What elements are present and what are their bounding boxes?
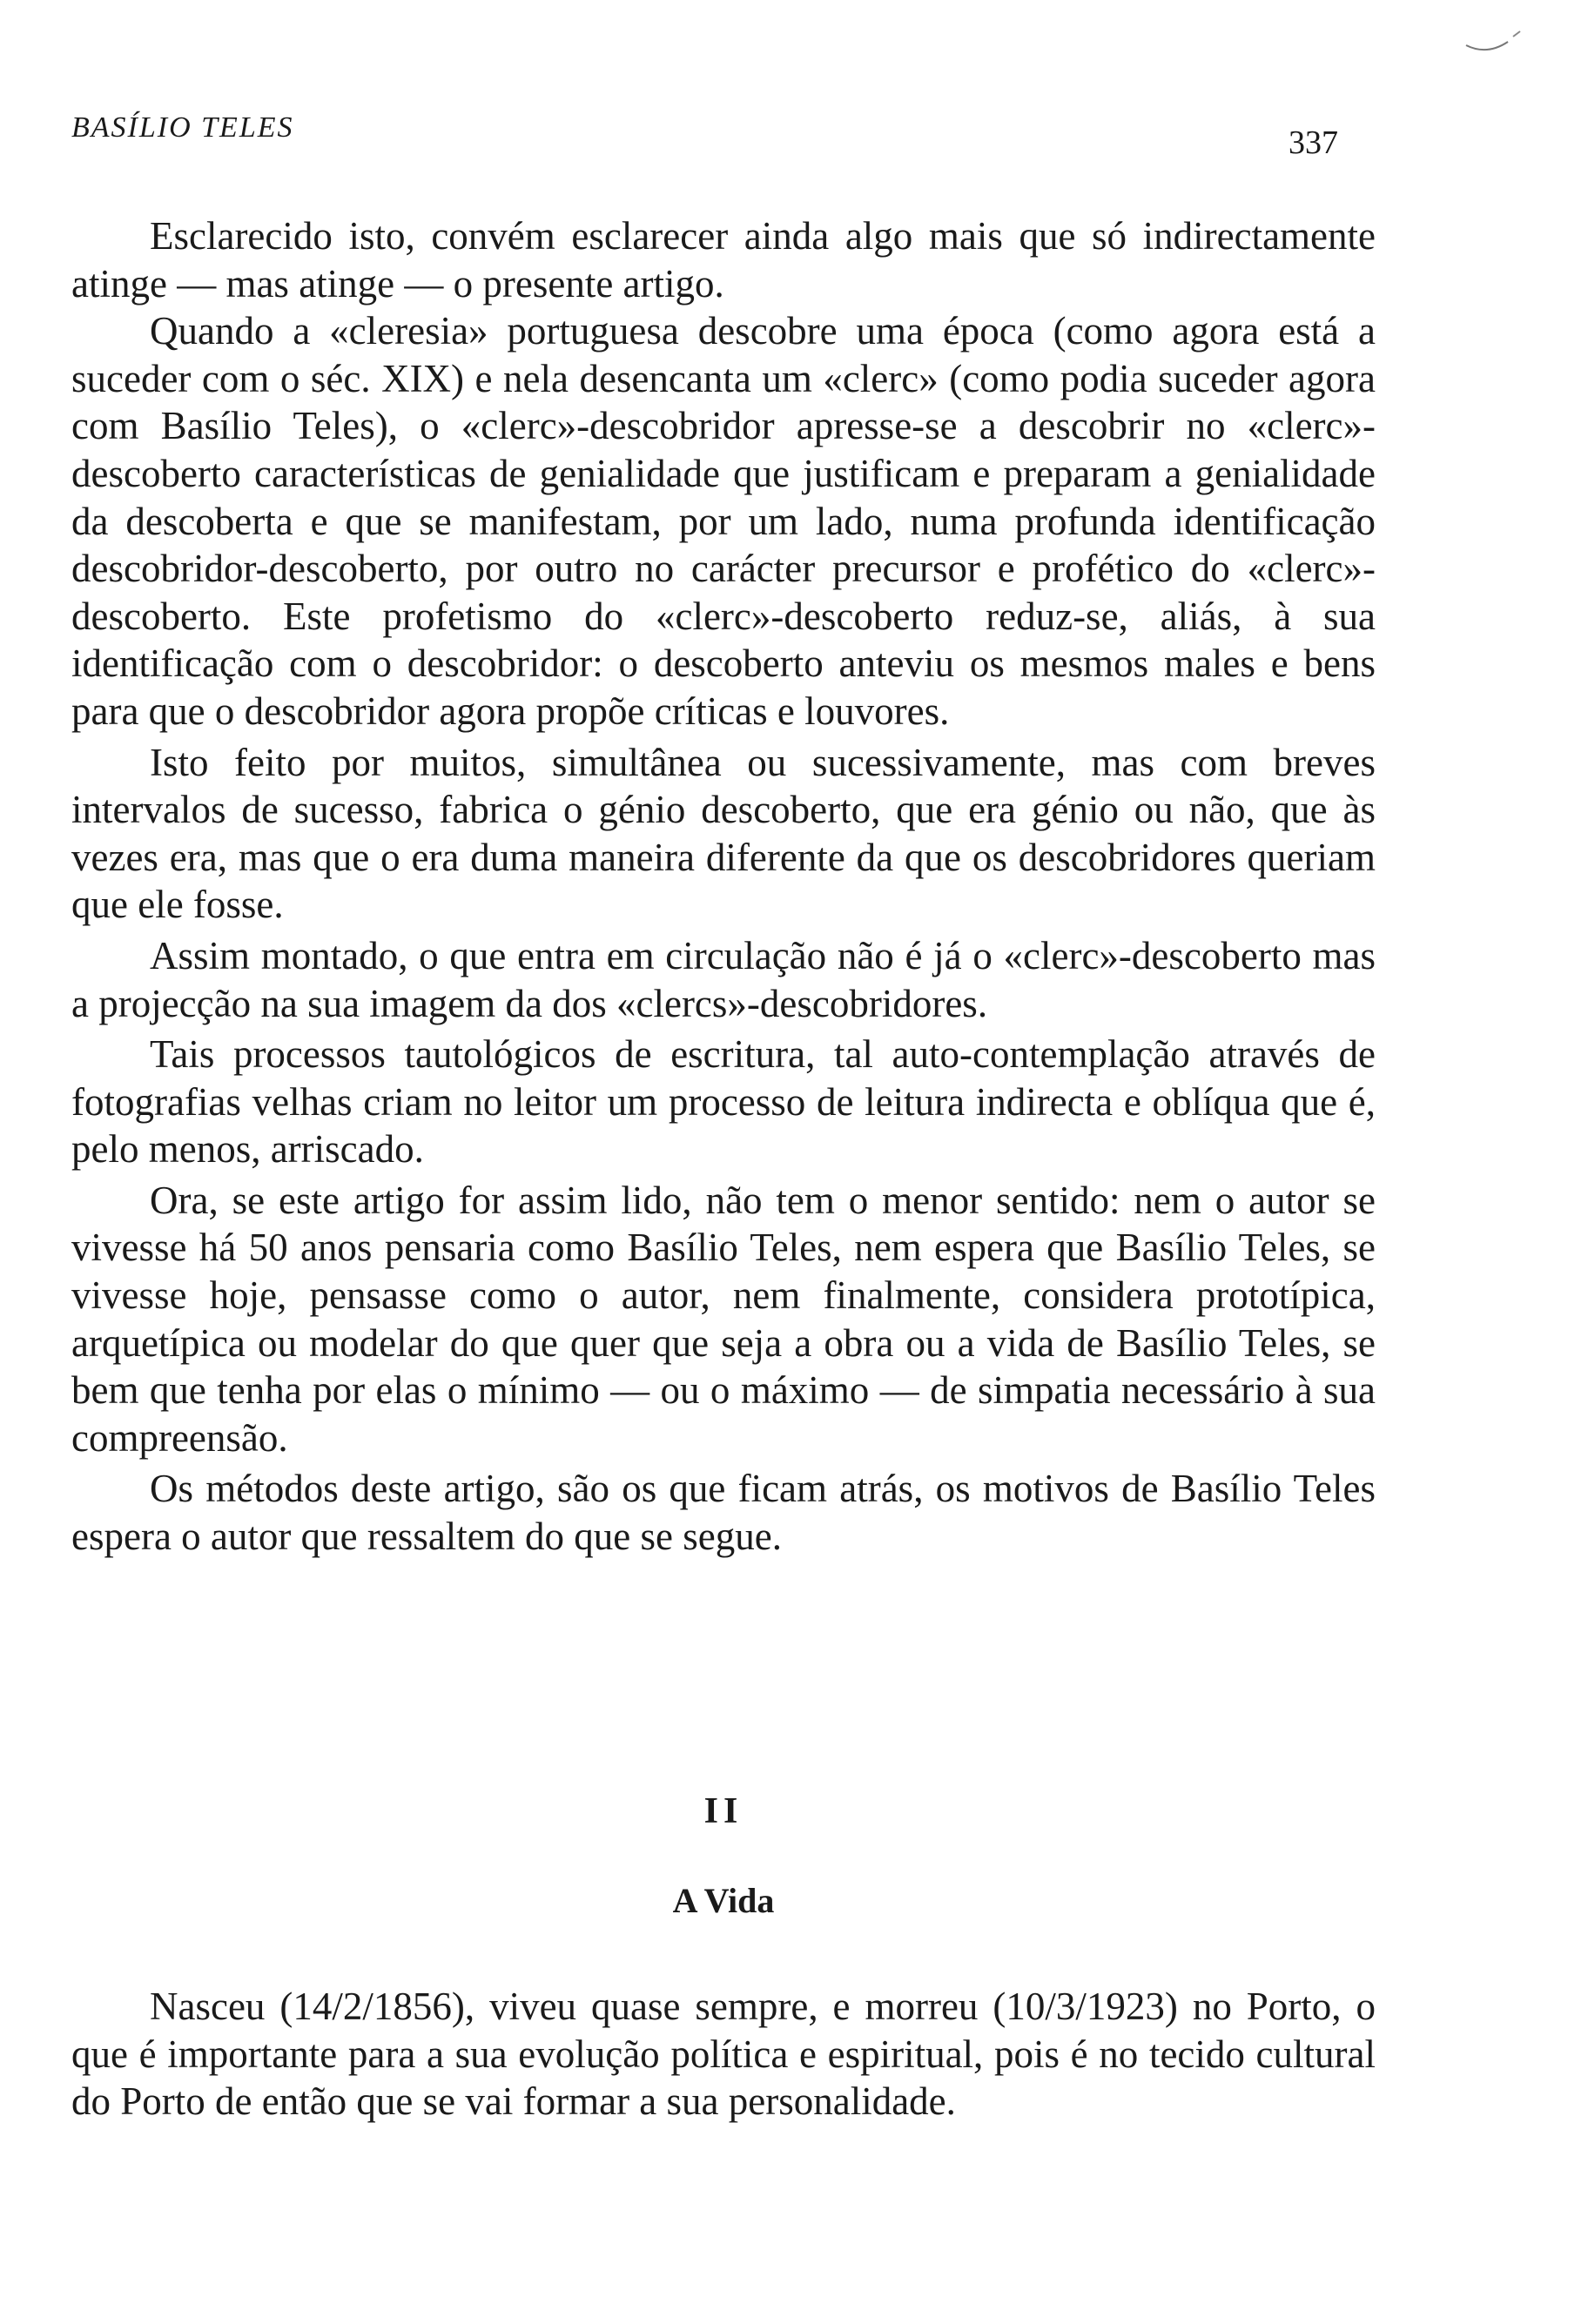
body-text xyxy=(71,212,1376,1561)
paragraph: Quando a «cleresia» portuguesa descobre uma época (como agora está a suceder com o séc. XIX) e nela desencanta um «clerc» (como podia suceder agora com Basílio Teles), o «clerc»-descobridor apresse-se a descobrir no «clerc»-descoberto características de genialidade que justificam e preparam a genialidade da descoberta e que se manifestam, por um lado, numa profunda identificação descobridor-descoberto, por outro no carácter precursor e profético do «clerc»-descoberto. Este profetismo do «clerc»-descoberto reduz-se, aliás, à sua identificação com o descobridor: o descoberto anteviu os mesmos males e bens para que o descobridor agora propõe críticas e louvores. xyxy=(71,309,1376,733)
section-title: A Vida xyxy=(672,1881,775,1920)
paragraph: Ora, se este artigo for assim lido, não tem o menor sentido: nem o autor se vivesse há 50 anos pensaria como Basílio Teles, nem espera que Basílio Teles, se vivesse hoje, pensasse como o autor, nem finalmente, considera prototípica, arquetípica ou modelar do que quer que seja a obra ou a vida de Basílio Teles, se bem que tenha por elas o mínimo — ou o máximo — de simpatia necessário à sua compreensão. xyxy=(71,1178,1376,1460)
section-body xyxy=(71,1983,1376,2126)
running-head: BASÍLIO TELES xyxy=(71,111,294,144)
paragraph: Tais processos tautológicos de escritura, tal auto-contemplação através de fotografias velhas criam no leitor um processo de leitura indirecta e oblíqua que é, pelo menos, arriscado. xyxy=(71,1032,1376,1172)
paragraph: Assim montado, o que entra em circulação não é já o «clerc»-descoberto mas a projecção na sua imagem da dos «clercs»-descobridores. xyxy=(71,933,1376,1025)
paragraph: Esclarecido isto, convém esclarecer ainda algo mais que só indirectamente atinge — mas atinge — o presente artigo. xyxy=(71,214,1376,306)
pencil-mark xyxy=(1463,26,1524,52)
paragraph: Isto feito por muitos, simultânea ou sucessivamente, mas com breves intervalos de sucesso, fabrica o génio descoberto, que era génio ou não, que às vezes era, mas que o era duma maneira diferente da que os descobridores queriam que ele fosse. xyxy=(71,740,1376,927)
paragraph: Nasceu (14/2/1856), viveu quase sempre, e morreu (10/3/1923) no Porto, o que é importante para a sua evolução política e espiritual, pois é no tecido cultural do Porto de então que se vai formar a sua personalidade. xyxy=(71,1985,1376,2124)
paragraph: Os métodos deste artigo, são os que ficam atrás, os motivos de Basílio Teles espera o autor que ressaltem do que se segue. xyxy=(71,1467,1376,1559)
page-number: 337 xyxy=(1289,124,1338,161)
section-number: II xyxy=(703,1791,744,1831)
